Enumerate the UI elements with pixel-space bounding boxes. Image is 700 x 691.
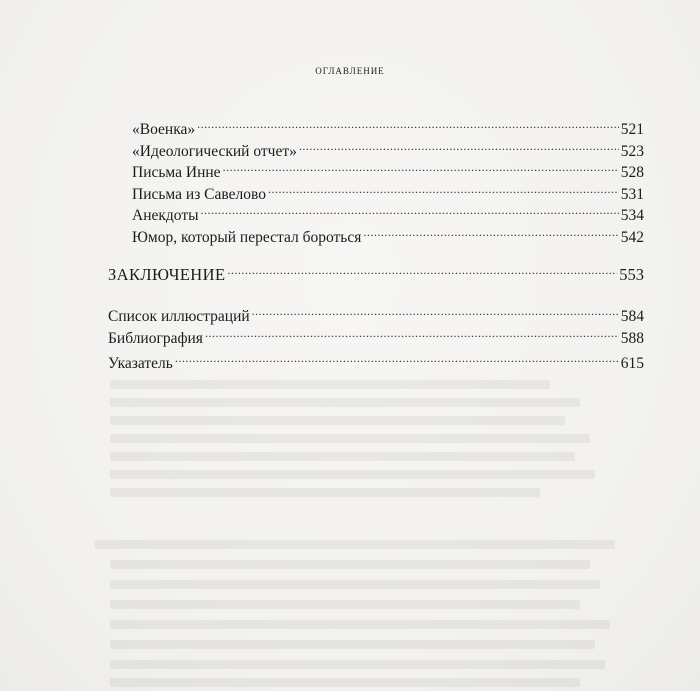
toc-entry-title: Список иллюстраций <box>108 308 250 325</box>
toc-entry-page: 542 <box>620 229 644 246</box>
toc-leader-dots <box>175 348 619 368</box>
toc-entry-title: Указатель <box>108 355 173 372</box>
toc-leader-dots <box>268 179 619 199</box>
toc-entry-page: 588 <box>620 330 644 347</box>
toc-entry-title: Юмор, который перестал бороться <box>132 229 362 246</box>
toc-entry-page: 521 <box>620 121 644 138</box>
toc-entry-title: «Идеологический отчет» <box>132 143 297 160</box>
toc-entry-page: 528 <box>620 164 644 181</box>
toc-entry-page: 531 <box>620 186 644 203</box>
toc-leader-dots <box>223 157 619 177</box>
toc-leader-dots <box>205 323 619 343</box>
toc-leader-dots <box>363 222 618 242</box>
toc-entry-page: 615 <box>620 355 644 372</box>
toc-heading: оглавление <box>315 62 385 77</box>
toc-entry-title: Письма Инне <box>132 164 221 181</box>
toc-entry-title: Письма из Савелово <box>132 186 266 203</box>
toc-entry-humor[interactable] <box>132 222 644 248</box>
toc-entry-conclusion[interactable] <box>108 260 644 285</box>
toc-entry-page: 584 <box>620 308 644 325</box>
toc-entry-page: 553 <box>619 265 644 284</box>
toc-entry-page: 534 <box>620 207 644 224</box>
toc-entry-title: Библиография <box>108 330 203 347</box>
toc-leader-dots <box>252 301 619 321</box>
toc-leader-dots <box>201 200 619 220</box>
toc-entry-page: 523 <box>620 143 644 160</box>
toc-entry-title: «Военка» <box>132 121 196 138</box>
toc-entry-title: Анекдоты <box>132 207 199 224</box>
toc-entry-bibliography[interactable] <box>108 323 644 349</box>
toc-leader-dots <box>299 136 619 156</box>
toc-entry-title: ЗАКЛЮЧЕНИЕ <box>108 265 226 284</box>
toc-leader-dots <box>197 114 619 134</box>
toc-leader-dots <box>227 260 617 280</box>
toc-entry-index[interactable] <box>108 348 644 374</box>
